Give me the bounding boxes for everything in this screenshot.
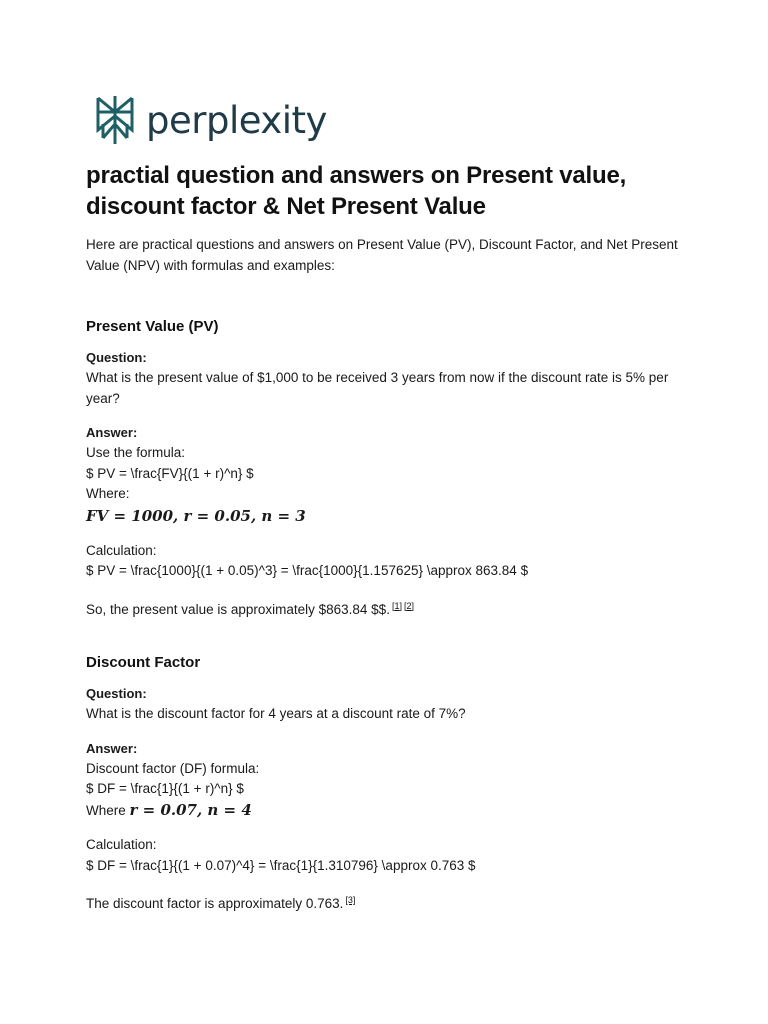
- df-question-label: Question:: [86, 686, 147, 701]
- df-calculation: $ DF = \frac{1}{(1 + 0.07)^4} = \frac{1}{1.310796} \approx 0.763 $: [86, 857, 476, 873]
- page-title: practial question and answers on Present value, discount factor & Net Present Value: [86, 162, 627, 220]
- pv-variables: FV = 1000, r = 0.05, n = 3: [86, 506, 306, 525]
- citation-link[interactable]: [2]: [403, 600, 414, 611]
- df-question: What is the discount factor for 4 years at a discount rate of 7%?: [86, 706, 466, 721]
- perplexity-mark-icon: [94, 94, 136, 146]
- pv-conclusion-text: So, the present value is approximately $863.84 $$.: [86, 601, 390, 617]
- pv-where-label: Where:: [86, 486, 130, 501]
- pv-answer-label: Answer:: [86, 425, 138, 440]
- section-heading-pv: Present Value (PV): [86, 318, 219, 335]
- citation-link[interactable]: [1]: [391, 600, 402, 611]
- intro-paragraph: Here are practical questions and answers on Present Value (PV), Discount Factor, and Net Present Value (NPV) with formulas and examples:: [86, 237, 678, 273]
- pv-question-label: Question:: [86, 350, 147, 365]
- document-content: [86, 160, 686, 915]
- pv-calculation-label: Calculation:: [86, 542, 157, 558]
- df-calculation-label: Calculation:: [86, 837, 157, 852]
- df-variables: r = 0.07, n = 4: [129, 800, 252, 819]
- citation-link[interactable]: [3]: [345, 895, 356, 905]
- brand-name: perplexity: [146, 98, 327, 142]
- df-formula-intro: Discount factor (DF) formula:: [86, 760, 260, 776]
- df-where-line: [86, 800, 686, 822]
- df-formula: $ DF = \frac{1}{(1 + r)^n} $: [86, 781, 244, 796]
- df-conclusion-text: The discount factor is approximately 0.763.: [86, 896, 344, 911]
- pv-question: What is the present value of $1,000 to be received 3 years from now if the discount rate is 5% per year?: [86, 370, 669, 406]
- pv-calculation: $ PV = \frac{1000}{(1 + 0.05)^3} = \frac{1000}{1.157625} \approx 863.84 $: [86, 563, 529, 578]
- discount-factor-section: [86, 653, 686, 915]
- perplexity-logo: [94, 94, 327, 146]
- df-where-label: Where: [86, 802, 126, 818]
- section-heading-df: Discount Factor: [86, 654, 201, 671]
- df-conclusion: [86, 890, 686, 915]
- pv-conclusion: [86, 596, 686, 621]
- present-value-section: [86, 317, 686, 620]
- pv-formula: $ PV = \frac{FV}{(1 + r)^n} $: [86, 465, 254, 481]
- pv-formula-intro: Use the formula:: [86, 445, 186, 460]
- df-answer-label: Answer:: [86, 740, 138, 756]
